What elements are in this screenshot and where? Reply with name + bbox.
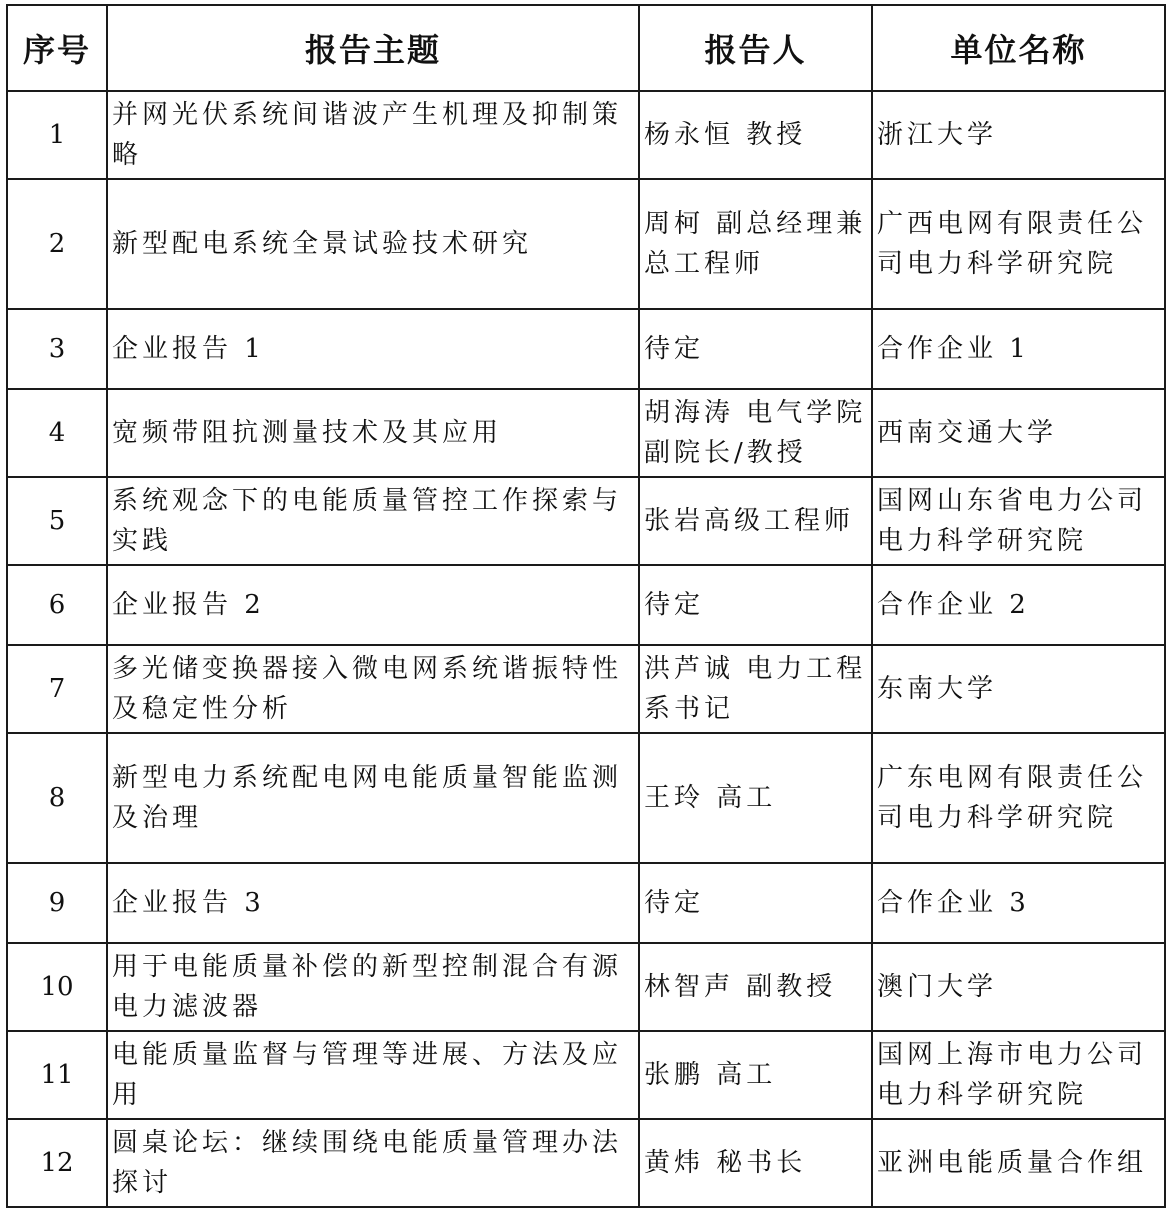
row-no: 12	[7, 1119, 107, 1207]
row-unit: 国网上海市电力公司电力科学研究院	[872, 1031, 1165, 1119]
table-row	[7, 1031, 1165, 1119]
table-row	[7, 389, 1165, 477]
row-no: 4	[7, 389, 107, 477]
row-topic: 并网光伏系统间谐波产生机理及抑制策略	[107, 91, 639, 179]
row-no: 9	[7, 863, 107, 943]
row-topic: 多光储变换器接入微电网系统谐振特性及稳定性分析	[107, 645, 639, 733]
header-unit: 单位名称	[872, 5, 1165, 91]
table-row	[7, 309, 1165, 389]
row-topic: 企业报告 3	[107, 863, 639, 943]
row-no: 2	[7, 179, 107, 309]
row-unit: 合作企业 3	[872, 863, 1165, 943]
row-topic: 新型配电系统全景试验技术研究	[107, 179, 639, 309]
table-row	[7, 565, 1165, 645]
row-unit: 澳门大学	[872, 943, 1165, 1031]
header-speaker: 报告人	[639, 5, 872, 91]
row-no: 5	[7, 477, 107, 565]
row-speaker: 待定	[639, 863, 872, 943]
table-row	[7, 943, 1165, 1031]
table-row	[7, 179, 1165, 309]
report-schedule-table	[6, 4, 1166, 1208]
row-topic: 用于电能质量补偿的新型控制混合有源电力滤波器	[107, 943, 639, 1031]
row-speaker: 林智声 副教授	[639, 943, 872, 1031]
table-row	[7, 477, 1165, 565]
table-row	[7, 91, 1165, 179]
row-topic: 宽频带阻抗测量技术及其应用	[107, 389, 639, 477]
row-topic: 新型电力系统配电网电能质量智能监测及治理	[107, 733, 639, 863]
row-unit: 合作企业 2	[872, 565, 1165, 645]
table-row	[7, 863, 1165, 943]
row-unit: 东南大学	[872, 645, 1165, 733]
row-unit: 浙江大学	[872, 91, 1165, 179]
row-speaker: 待定	[639, 309, 872, 389]
row-speaker: 待定	[639, 565, 872, 645]
row-unit: 亚洲电能质量合作组	[872, 1119, 1165, 1207]
row-speaker: 黄炜 秘书长	[639, 1119, 872, 1207]
table-row	[7, 733, 1165, 863]
row-unit: 广东电网有限责任公司电力科学研究院	[872, 733, 1165, 863]
row-speaker: 洪芦诚 电力工程系书记	[639, 645, 872, 733]
row-no: 3	[7, 309, 107, 389]
row-speaker: 王玲 高工	[639, 733, 872, 863]
row-topic: 电能质量监督与管理等进展、方法及应用	[107, 1031, 639, 1119]
table-row	[7, 1119, 1165, 1207]
row-speaker: 胡海涛 电气学院副院长/教授	[639, 389, 872, 477]
row-no: 7	[7, 645, 107, 733]
row-no: 6	[7, 565, 107, 645]
row-speaker: 周柯 副总经理兼总工程师	[639, 179, 872, 309]
row-topic: 企业报告 1	[107, 309, 639, 389]
row-speaker: 杨永恒 教授	[639, 91, 872, 179]
row-speaker: 张岩高级工程师	[639, 477, 872, 565]
row-topic: 系统观念下的电能质量管控工作探索与实践	[107, 477, 639, 565]
row-unit: 西南交通大学	[872, 389, 1165, 477]
row-speaker: 张鹏 高工	[639, 1031, 872, 1119]
row-unit: 广西电网有限责任公司电力科学研究院	[872, 179, 1165, 309]
header-row	[7, 5, 1165, 91]
row-no: 1	[7, 91, 107, 179]
header-no: 序号	[7, 5, 107, 91]
row-no: 11	[7, 1031, 107, 1119]
table-row	[7, 645, 1165, 733]
row-topic: 圆桌论坛：继续围绕电能质量管理办法探讨	[107, 1119, 639, 1207]
row-unit: 国网山东省电力公司电力科学研究院	[872, 477, 1165, 565]
row-no: 8	[7, 733, 107, 863]
row-unit: 合作企业 1	[872, 309, 1165, 389]
row-topic: 企业报告 2	[107, 565, 639, 645]
row-no: 10	[7, 943, 107, 1031]
header-topic: 报告主题	[107, 5, 639, 91]
